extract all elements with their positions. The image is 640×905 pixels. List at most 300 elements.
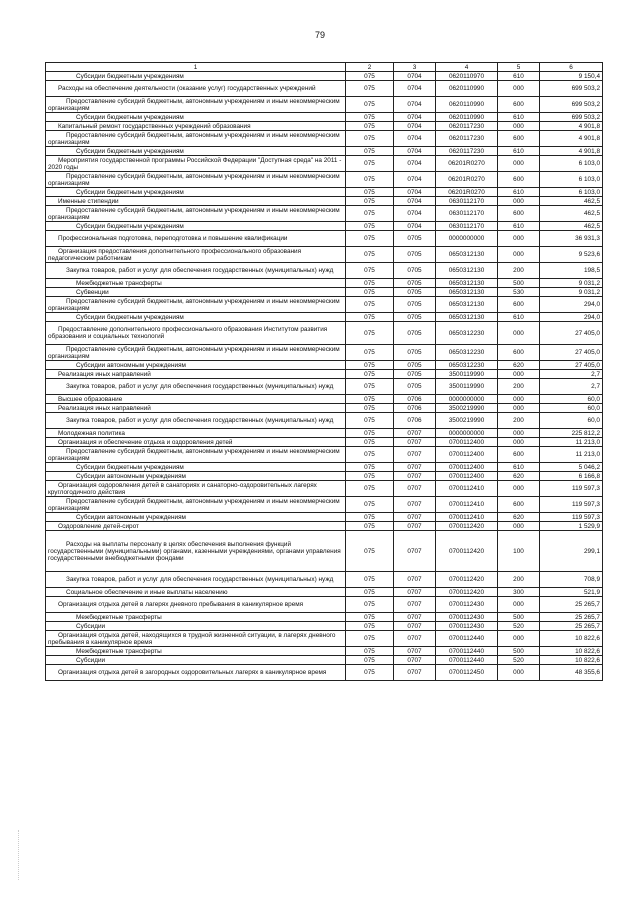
row-section-cell: 0706 bbox=[394, 404, 436, 413]
row-name-cell: Молодежная политика bbox=[46, 429, 346, 438]
row-article-cell: 0630112170 bbox=[436, 197, 498, 206]
table-row bbox=[46, 247, 603, 263]
row-admin-code-cell: 075 bbox=[346, 438, 394, 447]
table-row bbox=[46, 656, 603, 665]
row-amount-cell: 6 103,0 bbox=[540, 156, 603, 172]
row-amount-cell: 25 265,7 bbox=[540, 622, 603, 631]
row-article-cell: 0700112440 bbox=[436, 647, 498, 656]
row-admin-code-cell: 075 bbox=[346, 613, 394, 622]
page-number: 79 bbox=[314, 30, 325, 40]
row-amount-cell: 462,5 bbox=[540, 222, 603, 231]
row-section-cell: 0707 bbox=[394, 597, 436, 613]
table-row bbox=[46, 531, 603, 572]
row-admin-code-cell: 075 bbox=[346, 463, 394, 472]
table-row bbox=[46, 463, 603, 472]
row-amount-cell: 60,0 bbox=[540, 395, 603, 404]
table-row bbox=[46, 113, 603, 122]
row-amount-cell: 60,0 bbox=[540, 413, 603, 429]
row-section-cell: 0704 bbox=[394, 97, 436, 113]
header-cell: 3 bbox=[394, 63, 436, 72]
row-amount-cell: 699 503,2 bbox=[540, 81, 603, 97]
row-expense-type-cell: 000 bbox=[498, 122, 540, 131]
row-amount-cell: 198,5 bbox=[540, 263, 603, 279]
row-article-cell: 0650312230 bbox=[436, 361, 498, 370]
row-name-cell: Субсидии бюджетным учреждениям bbox=[46, 188, 346, 197]
table-row bbox=[46, 156, 603, 172]
row-section-cell: 0704 bbox=[394, 113, 436, 122]
row-admin-code-cell: 075 bbox=[346, 97, 394, 113]
row-article-cell: 06201R0270 bbox=[436, 188, 498, 197]
row-section-cell: 0707 bbox=[394, 497, 436, 513]
header-cell: 5 bbox=[498, 63, 540, 72]
row-admin-code-cell: 075 bbox=[346, 631, 394, 647]
row-name-cell: Организация и обеспечение отдыха и оздоровления детей bbox=[46, 438, 346, 447]
row-section-cell: 0707 bbox=[394, 438, 436, 447]
table-row bbox=[46, 147, 603, 156]
row-name-cell: Организация оздоровления детей в санаториях и санаторно-оздоровительных лагерях круглогодичного действия bbox=[46, 481, 346, 497]
row-admin-code-cell: 075 bbox=[346, 172, 394, 188]
row-name-cell: Высшее образование bbox=[46, 395, 346, 404]
row-admin-code-cell: 075 bbox=[346, 665, 394, 681]
row-section-cell: 0705 bbox=[394, 379, 436, 395]
row-admin-code-cell: 075 bbox=[346, 345, 394, 361]
row-expense-type-cell: 000 bbox=[498, 597, 540, 613]
table-row bbox=[46, 438, 603, 447]
row-name-cell: Субсидии бюджетным учреждениям bbox=[46, 147, 346, 156]
table-row bbox=[46, 222, 603, 231]
row-article-cell: 0630112170 bbox=[436, 222, 498, 231]
row-admin-code-cell: 075 bbox=[346, 156, 394, 172]
table-row bbox=[46, 279, 603, 288]
row-amount-cell: 462,5 bbox=[540, 197, 603, 206]
table-row bbox=[46, 404, 603, 413]
row-amount-cell: 27 405,0 bbox=[540, 322, 603, 345]
row-article-cell: 0620110970 bbox=[436, 72, 498, 81]
table-row bbox=[46, 597, 603, 613]
row-expense-type-cell: 520 bbox=[498, 656, 540, 665]
row-article-cell: 0620117230 bbox=[436, 131, 498, 147]
row-expense-type-cell: 200 bbox=[498, 572, 540, 588]
table-row bbox=[46, 197, 603, 206]
table-row bbox=[46, 263, 603, 279]
row-expense-type-cell: 000 bbox=[498, 522, 540, 531]
row-admin-code-cell: 075 bbox=[346, 263, 394, 279]
row-expense-type-cell: 600 bbox=[498, 345, 540, 361]
row-amount-cell: 708,9 bbox=[540, 572, 603, 588]
row-expense-type-cell: 620 bbox=[498, 361, 540, 370]
row-name-cell: Именные стипендии bbox=[46, 197, 346, 206]
row-expense-type-cell: 530 bbox=[498, 288, 540, 297]
scan-margin-mark bbox=[18, 830, 20, 880]
row-expense-type-cell: 610 bbox=[498, 72, 540, 81]
row-admin-code-cell: 075 bbox=[346, 288, 394, 297]
row-section-cell: 0707 bbox=[394, 463, 436, 472]
row-amount-cell: 25 265,7 bbox=[540, 597, 603, 613]
row-section-cell: 0707 bbox=[394, 481, 436, 497]
row-admin-code-cell: 075 bbox=[346, 588, 394, 597]
row-expense-type-cell: 600 bbox=[498, 297, 540, 313]
row-article-cell: 0700112420 bbox=[436, 588, 498, 597]
row-admin-code-cell: 075 bbox=[346, 361, 394, 370]
row-admin-code-cell: 075 bbox=[346, 429, 394, 438]
row-article-cell: 06201R0270 bbox=[436, 172, 498, 188]
row-admin-code-cell: 075 bbox=[346, 622, 394, 631]
row-name-cell: Закупка товаров, работ и услуг для обеспечения государственных (муниципальных) нужд bbox=[46, 572, 346, 588]
row-expense-type-cell: 600 bbox=[498, 206, 540, 222]
table-row bbox=[46, 647, 603, 656]
row-amount-cell: 521,9 bbox=[540, 588, 603, 597]
row-article-cell: 0620117230 bbox=[436, 122, 498, 131]
row-name-cell: Профессиональная подготовка, переподготовка и повышение квалификации bbox=[46, 231, 346, 247]
row-admin-code-cell: 075 bbox=[346, 72, 394, 81]
row-name-cell: Предоставление субсидий бюджетным, автономным учреждениям и иным некоммерческим организациям bbox=[46, 172, 346, 188]
row-article-cell: 0700112410 bbox=[436, 481, 498, 497]
row-name-cell: Субсидии автономным учреждениям bbox=[46, 513, 346, 522]
row-admin-code-cell: 075 bbox=[346, 513, 394, 522]
row-section-cell: 0707 bbox=[394, 647, 436, 656]
row-section-cell: 0707 bbox=[394, 472, 436, 481]
row-article-cell: 0650312130 bbox=[436, 279, 498, 288]
row-section-cell: 0704 bbox=[394, 197, 436, 206]
row-section-cell: 0707 bbox=[394, 447, 436, 463]
row-admin-code-cell: 075 bbox=[346, 113, 394, 122]
row-amount-cell: 5 046,2 bbox=[540, 463, 603, 472]
row-admin-code-cell: 075 bbox=[346, 147, 394, 156]
row-expense-type-cell: 600 bbox=[498, 447, 540, 463]
row-expense-type-cell: 610 bbox=[498, 188, 540, 197]
row-name-cell: Межбюджетные трансферты bbox=[46, 613, 346, 622]
table-body bbox=[46, 72, 603, 681]
row-expense-type-cell: 620 bbox=[498, 472, 540, 481]
row-name-cell: Субсидии bbox=[46, 622, 346, 631]
row-name-cell: Реализация иных направлений bbox=[46, 370, 346, 379]
row-amount-cell: 119 597,3 bbox=[540, 513, 603, 522]
header-cell: 1 bbox=[46, 63, 346, 72]
row-article-cell: 0620110990 bbox=[436, 81, 498, 97]
row-section-cell: 0705 bbox=[394, 247, 436, 263]
row-expense-type-cell: 600 bbox=[498, 172, 540, 188]
row-article-cell: 3500219990 bbox=[436, 404, 498, 413]
row-name-cell: Закупка товаров, работ и услуг для обеспечения государственных (муниципальных) нужд bbox=[46, 379, 346, 395]
row-expense-type-cell: 610 bbox=[498, 113, 540, 122]
row-expense-type-cell: 500 bbox=[498, 279, 540, 288]
row-name-cell: Межбюджетные трансферты bbox=[46, 279, 346, 288]
row-expense-type-cell: 000 bbox=[498, 395, 540, 404]
row-amount-cell: 6 103,0 bbox=[540, 188, 603, 197]
row-admin-code-cell: 075 bbox=[346, 231, 394, 247]
row-expense-type-cell: 600 bbox=[498, 131, 540, 147]
row-name-cell: Предоставление субсидий бюджетным, автономным учреждениям и иным некоммерческим организациям bbox=[46, 131, 346, 147]
row-expense-type-cell: 000 bbox=[498, 429, 540, 438]
row-section-cell: 0707 bbox=[394, 665, 436, 681]
row-amount-cell: 2,7 bbox=[540, 379, 603, 395]
table-row bbox=[46, 313, 603, 322]
row-admin-code-cell: 075 bbox=[346, 481, 394, 497]
row-article-cell: 0630112170 bbox=[436, 206, 498, 222]
row-amount-cell: 10 822,6 bbox=[540, 631, 603, 647]
row-section-cell: 0704 bbox=[394, 206, 436, 222]
table-row bbox=[46, 472, 603, 481]
row-section-cell: 0707 bbox=[394, 622, 436, 631]
row-article-cell: 0000000000 bbox=[436, 395, 498, 404]
row-admin-code-cell: 075 bbox=[346, 81, 394, 97]
row-article-cell: 0650312130 bbox=[436, 288, 498, 297]
row-section-cell: 0705 bbox=[394, 263, 436, 279]
row-section-cell: 0704 bbox=[394, 72, 436, 81]
row-article-cell: 0700112400 bbox=[436, 472, 498, 481]
row-expense-type-cell: 520 bbox=[498, 622, 540, 631]
row-section-cell: 0707 bbox=[394, 572, 436, 588]
table-row bbox=[46, 97, 603, 113]
table-row bbox=[46, 413, 603, 429]
table-row bbox=[46, 345, 603, 361]
row-name-cell: Субсидии bbox=[46, 656, 346, 665]
row-amount-cell: 9 031,2 bbox=[540, 279, 603, 288]
row-name-cell: Оздоровление детей-сирот bbox=[46, 522, 346, 531]
row-article-cell: 0700112410 bbox=[436, 513, 498, 522]
row-admin-code-cell: 075 bbox=[346, 522, 394, 531]
table-row bbox=[46, 231, 603, 247]
row-name-cell: Реализация иных направлений bbox=[46, 404, 346, 413]
table-row bbox=[46, 572, 603, 588]
row-name-cell: Организация отдыха детей в лагерях дневного пребывания в каникулярное время bbox=[46, 597, 346, 613]
row-expense-type-cell: 000 bbox=[498, 81, 540, 97]
row-article-cell: 0700112410 bbox=[436, 497, 498, 513]
table-row bbox=[46, 613, 603, 622]
row-article-cell: 0000000000 bbox=[436, 429, 498, 438]
row-amount-cell: 699 503,2 bbox=[540, 97, 603, 113]
row-article-cell: 0700112430 bbox=[436, 613, 498, 622]
row-section-cell: 0705 bbox=[394, 322, 436, 345]
row-expense-type-cell: 000 bbox=[498, 322, 540, 345]
row-name-cell: Организация предоставления дополнительного профессионального образования педагогическим работникам bbox=[46, 247, 346, 263]
row-article-cell: 0700112400 bbox=[436, 447, 498, 463]
row-section-cell: 0704 bbox=[394, 81, 436, 97]
row-expense-type-cell: 610 bbox=[498, 313, 540, 322]
table-header-row bbox=[46, 63, 603, 72]
table-row bbox=[46, 395, 603, 404]
row-name-cell: Предоставление субсидий бюджетным, автономным учреждениям и иным некоммерческим организациям bbox=[46, 345, 346, 361]
row-name-cell: Субсидии автономным учреждениям bbox=[46, 472, 346, 481]
table-row bbox=[46, 622, 603, 631]
row-section-cell: 0704 bbox=[394, 147, 436, 156]
row-article-cell: 0650312130 bbox=[436, 247, 498, 263]
row-article-cell: 0650312230 bbox=[436, 322, 498, 345]
row-article-cell: 0650312130 bbox=[436, 297, 498, 313]
table-row bbox=[46, 361, 603, 370]
row-article-cell: 3500119990 bbox=[436, 379, 498, 395]
table-row bbox=[46, 429, 603, 438]
table-row bbox=[46, 288, 603, 297]
row-section-cell: 0704 bbox=[394, 131, 436, 147]
row-expense-type-cell: 620 bbox=[498, 513, 540, 522]
table-row bbox=[46, 522, 603, 531]
row-expense-type-cell: 500 bbox=[498, 647, 540, 656]
row-article-cell: 0700112420 bbox=[436, 522, 498, 531]
row-expense-type-cell: 000 bbox=[498, 438, 540, 447]
row-name-cell: Субсидии бюджетным учреждениям bbox=[46, 72, 346, 81]
row-admin-code-cell: 075 bbox=[346, 188, 394, 197]
row-expense-type-cell: 500 bbox=[498, 613, 540, 622]
row-name-cell: Предоставление субсидий бюджетным, автономным учреждениям и иным некоммерческим организациям bbox=[46, 97, 346, 113]
row-name-cell: Межбюджетные трансферты bbox=[46, 647, 346, 656]
row-admin-code-cell: 075 bbox=[346, 447, 394, 463]
row-article-cell: 0700112430 bbox=[436, 622, 498, 631]
row-article-cell: 06201R0270 bbox=[436, 156, 498, 172]
row-section-cell: 0707 bbox=[394, 656, 436, 665]
row-name-cell: Организация отдыха детей в загородных оздоровительных лагерях в каникулярное время bbox=[46, 665, 346, 681]
row-expense-type-cell: 200 bbox=[498, 413, 540, 429]
table-row bbox=[46, 481, 603, 497]
row-amount-cell: 48 355,6 bbox=[540, 665, 603, 681]
row-name-cell: Расходы на обеспечение деятельности (оказание услуг) государственных учреждений bbox=[46, 81, 346, 97]
row-expense-type-cell: 610 bbox=[498, 463, 540, 472]
row-expense-type-cell: 200 bbox=[498, 379, 540, 395]
row-expense-type-cell: 200 bbox=[498, 263, 540, 279]
table-row bbox=[46, 370, 603, 379]
header-cell: 2 bbox=[346, 63, 394, 72]
row-amount-cell: 36 931,3 bbox=[540, 231, 603, 247]
row-name-cell: Субсидии бюджетным учреждениям bbox=[46, 222, 346, 231]
row-admin-code-cell: 075 bbox=[346, 404, 394, 413]
row-name-cell: Закупка товаров, работ и услуг для обеспечения государственных (муниципальных) нужд bbox=[46, 413, 346, 429]
row-expense-type-cell: 000 bbox=[498, 631, 540, 647]
row-name-cell: Предоставление субсидий бюджетным, автономным учреждениям и иным некоммерческим организациям bbox=[46, 497, 346, 513]
row-admin-code-cell: 075 bbox=[346, 313, 394, 322]
row-amount-cell: 9 031,2 bbox=[540, 288, 603, 297]
row-article-cell: 0620117230 bbox=[436, 147, 498, 156]
row-name-cell: Субвенции bbox=[46, 288, 346, 297]
row-article-cell: 0650312130 bbox=[436, 263, 498, 279]
row-admin-code-cell: 075 bbox=[346, 322, 394, 345]
row-section-cell: 0707 bbox=[394, 588, 436, 597]
row-amount-cell: 119 597,3 bbox=[540, 497, 603, 513]
row-amount-cell: 10 822,6 bbox=[540, 647, 603, 656]
row-admin-code-cell: 075 bbox=[346, 656, 394, 665]
row-article-cell: 0700112440 bbox=[436, 631, 498, 647]
row-article-cell: 0700112400 bbox=[436, 438, 498, 447]
row-admin-code-cell: 075 bbox=[346, 247, 394, 263]
row-admin-code-cell: 075 bbox=[346, 379, 394, 395]
row-admin-code-cell: 075 bbox=[346, 122, 394, 131]
row-amount-cell: 9 150,4 bbox=[540, 72, 603, 81]
row-amount-cell: 6 103,0 bbox=[540, 172, 603, 188]
row-section-cell: 0707 bbox=[394, 531, 436, 572]
row-article-cell: 3500219990 bbox=[436, 413, 498, 429]
row-name-cell: Предоставление субсидий бюджетным, автономным учреждениям и иным некоммерческим организациям bbox=[46, 297, 346, 313]
row-article-cell: 0700112440 bbox=[436, 656, 498, 665]
row-admin-code-cell: 075 bbox=[346, 131, 394, 147]
row-expense-type-cell: 600 bbox=[498, 497, 540, 513]
table-row bbox=[46, 206, 603, 222]
table-row bbox=[46, 497, 603, 513]
row-name-cell: Субсидии бюджетным учреждениям bbox=[46, 463, 346, 472]
row-name-cell: Субсидии автономным учреждениям bbox=[46, 361, 346, 370]
row-expense-type-cell: 100 bbox=[498, 531, 540, 572]
table-row bbox=[46, 447, 603, 463]
budget-table bbox=[45, 62, 603, 681]
row-expense-type-cell: 000 bbox=[498, 481, 540, 497]
row-section-cell: 0704 bbox=[394, 122, 436, 131]
row-admin-code-cell: 075 bbox=[346, 279, 394, 288]
row-expense-type-cell: 000 bbox=[498, 231, 540, 247]
row-article-cell: 0700112450 bbox=[436, 665, 498, 681]
table-row bbox=[46, 631, 603, 647]
row-section-cell: 0705 bbox=[394, 288, 436, 297]
row-admin-code-cell: 075 bbox=[346, 413, 394, 429]
table-row bbox=[46, 379, 603, 395]
row-section-cell: 0706 bbox=[394, 413, 436, 429]
row-section-cell: 0705 bbox=[394, 313, 436, 322]
row-expense-type-cell: 600 bbox=[498, 97, 540, 113]
row-expense-type-cell: 000 bbox=[498, 404, 540, 413]
row-amount-cell: 10 822,6 bbox=[540, 656, 603, 665]
row-section-cell: 0707 bbox=[394, 631, 436, 647]
table-row bbox=[46, 81, 603, 97]
row-amount-cell: 27 405,0 bbox=[540, 345, 603, 361]
row-name-cell: Субсидии бюджетным учреждениям bbox=[46, 113, 346, 122]
row-amount-cell: 299,1 bbox=[540, 531, 603, 572]
row-admin-code-cell: 075 bbox=[346, 297, 394, 313]
table-row bbox=[46, 172, 603, 188]
row-section-cell: 0704 bbox=[394, 156, 436, 172]
row-section-cell: 0705 bbox=[394, 279, 436, 288]
row-amount-cell: 294,0 bbox=[540, 313, 603, 322]
row-article-cell: 0700112430 bbox=[436, 597, 498, 613]
row-section-cell: 0705 bbox=[394, 361, 436, 370]
row-admin-code-cell: 075 bbox=[346, 197, 394, 206]
row-amount-cell: 119 597,3 bbox=[540, 481, 603, 497]
table-row bbox=[46, 322, 603, 345]
header-cell: 6 bbox=[540, 63, 603, 72]
row-admin-code-cell: 075 bbox=[346, 222, 394, 231]
row-amount-cell: 1 529,9 bbox=[540, 522, 603, 531]
row-expense-type-cell: 000 bbox=[498, 665, 540, 681]
table-row bbox=[46, 72, 603, 81]
row-name-cell: Субсидии бюджетным учреждениям bbox=[46, 313, 346, 322]
row-admin-code-cell: 075 bbox=[346, 206, 394, 222]
row-name-cell: Организация отдыха детей, находящихся в трудной жизненной ситуации, в лагерях дневного пребывания в каникулярное время bbox=[46, 631, 346, 647]
row-name-cell: Предоставление субсидий бюджетным, автономным учреждениям и иным некоммерческим организациям bbox=[46, 447, 346, 463]
row-name-cell: Предоставление субсидий бюджетным, автономным учреждениям и иным некоммерческим организациям bbox=[46, 206, 346, 222]
row-amount-cell: 4 901,8 bbox=[540, 131, 603, 147]
row-article-cell: 0650312130 bbox=[436, 313, 498, 322]
row-name-cell: Капитальный ремонт государственных учреждений образования bbox=[46, 122, 346, 131]
row-amount-cell: 27 405,0 bbox=[540, 361, 603, 370]
table-row bbox=[46, 122, 603, 131]
row-section-cell: 0705 bbox=[394, 370, 436, 379]
row-admin-code-cell: 075 bbox=[346, 597, 394, 613]
row-admin-code-cell: 075 bbox=[346, 531, 394, 572]
row-amount-cell: 225 812,2 bbox=[540, 429, 603, 438]
row-section-cell: 0704 bbox=[394, 188, 436, 197]
row-article-cell: 0650312230 bbox=[436, 345, 498, 361]
row-expense-type-cell: 000 bbox=[498, 156, 540, 172]
row-admin-code-cell: 075 bbox=[346, 370, 394, 379]
table-row bbox=[46, 588, 603, 597]
row-admin-code-cell: 075 bbox=[346, 572, 394, 588]
row-article-cell: 0700112420 bbox=[436, 572, 498, 588]
row-expense-type-cell: 000 bbox=[498, 197, 540, 206]
row-section-cell: 0704 bbox=[394, 172, 436, 188]
row-expense-type-cell: 000 bbox=[498, 370, 540, 379]
header-cell: 4 bbox=[436, 63, 498, 72]
row-name-cell: Расходы на выплаты персоналу в целях обеспечения выполнения функций государственными (муниципальными) органами, казенными учреждениями, органами управления государственными внебюджетными фондами bbox=[46, 531, 346, 572]
row-section-cell: 0707 bbox=[394, 513, 436, 522]
row-article-cell: 3500119990 bbox=[436, 370, 498, 379]
table-row bbox=[46, 188, 603, 197]
row-amount-cell: 25 265,7 bbox=[540, 613, 603, 622]
